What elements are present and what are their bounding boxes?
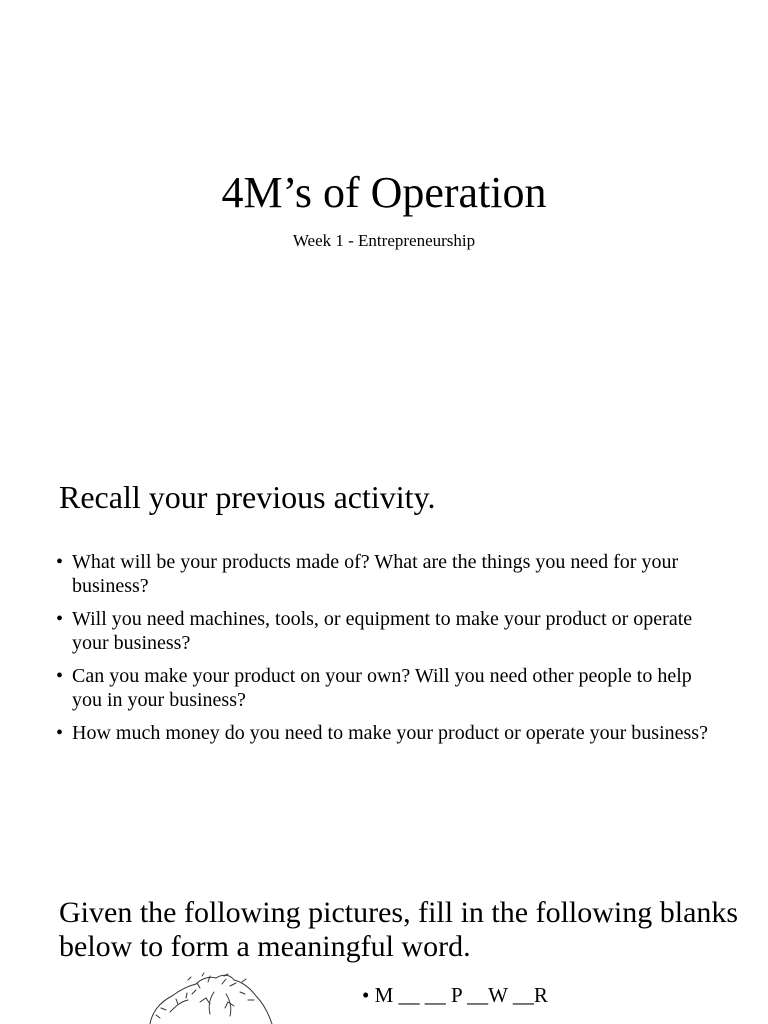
question-item (56, 607, 726, 655)
tree-sketch-icon (130, 972, 290, 1024)
page-title: 4M’s of Operation (221, 168, 547, 217)
puzzle-heading: Given the following pictures, fill in the following blanks below to form a meaningful word. (59, 896, 739, 963)
puzzle-slide (0, 850, 768, 1024)
bullet-icon: • (56, 551, 64, 573)
bullet-icon: • (56, 665, 64, 687)
recall-heading: Recall your previous activity. (59, 479, 436, 515)
bullet-icon: • (56, 722, 64, 744)
question-text: Can you make your product on your own? Will you need other people to help you in your business? (72, 665, 692, 711)
question-item (56, 550, 726, 598)
fill-blank-word: • M __ __ P __W __R (362, 983, 548, 1007)
title-slide (0, 0, 768, 430)
page-subtitle: Week 1 - Entrepreneurship (292, 231, 476, 250)
question-text: What will be your products made of? What are the things you need for your business? (72, 551, 679, 597)
question-item (56, 721, 726, 745)
question-text: How much money do you need to make your product or operate your business? (72, 722, 708, 744)
question-list (56, 550, 726, 754)
question-text: Will you need machines, tools, or equipment to make your product or operate your business? (72, 608, 693, 654)
recall-slide (0, 430, 768, 850)
question-item (56, 664, 726, 712)
bullet-icon: • (56, 608, 64, 630)
